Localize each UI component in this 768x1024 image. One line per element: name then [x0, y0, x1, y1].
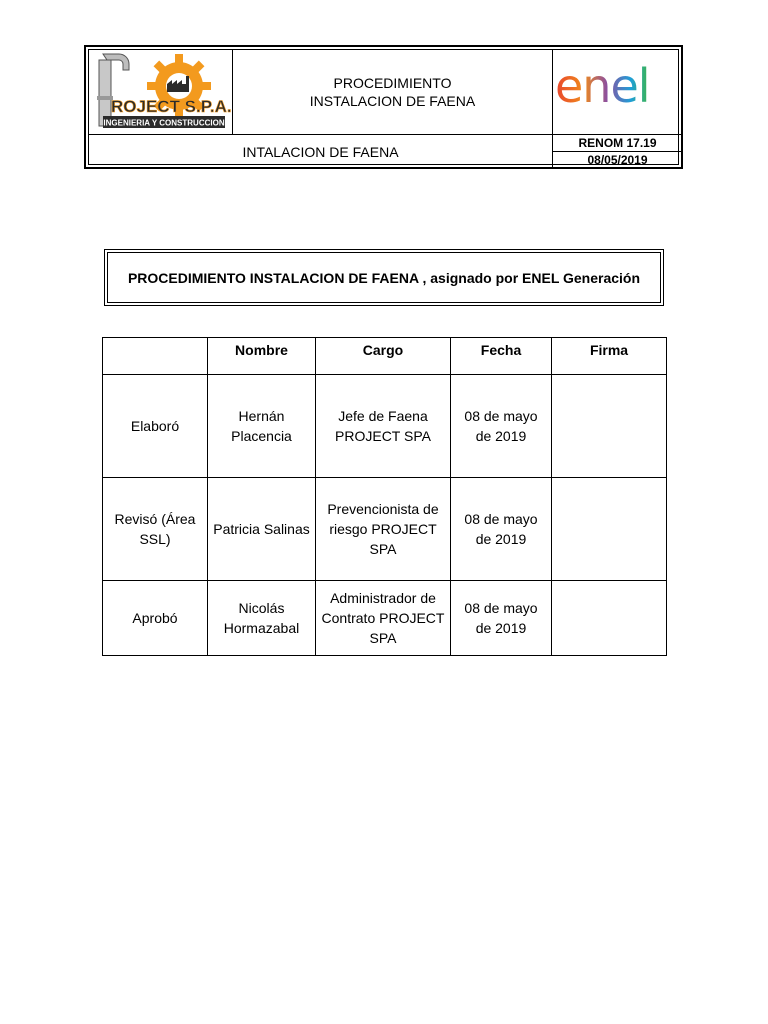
header-title-line2: INSTALACION DE FAENA [309, 93, 476, 109]
header-title-line1: PROCEDIMIENTO [333, 75, 452, 91]
document-header [84, 45, 683, 169]
name-cell: Hernán Placencia [208, 375, 316, 478]
position-cell: Administrador de Contrato PROJECT SPA [316, 581, 451, 656]
signature-cell [552, 478, 667, 581]
column-header-name: Nombre [208, 338, 316, 375]
document-header-inner [88, 49, 679, 165]
table-row [103, 375, 667, 478]
column-header-signature: Firma [552, 338, 667, 375]
date-cell: 08 de mayo de 2019 [451, 581, 552, 656]
role-cell: Aprobó [103, 581, 208, 656]
signature-table [102, 337, 667, 656]
header-title [233, 50, 553, 135]
role-cell: Elaboró [103, 375, 208, 478]
document-code: RENOM 17.19 [553, 135, 682, 152]
position-cell: Prevencionista de riesgo PROJECT SPA [316, 478, 451, 581]
signature-cell [552, 581, 667, 656]
enel-logo-text: enel [555, 59, 650, 113]
table-header-row [103, 338, 667, 375]
enel-logo [553, 50, 681, 134]
date-cell: 08 de mayo de 2019 [451, 478, 552, 581]
document-date: 08/05/2019 [587, 153, 648, 167]
name-cell: Patricia Salinas [208, 478, 316, 581]
role-cell: Revisó (Área SSL) [103, 478, 208, 581]
signature-cell [552, 375, 667, 478]
project-spa-logo-cell [89, 50, 233, 135]
date-cell: 08 de mayo de 2019 [451, 375, 552, 478]
header-subtitle: INTALACION DE FAENA [89, 135, 553, 168]
position-cell: Jefe de Faena PROJECT SPA [316, 375, 451, 478]
procedure-title-box [104, 249, 664, 306]
enel-logo-cell [553, 50, 682, 135]
table-row [103, 478, 667, 581]
column-header-date: Fecha [451, 338, 552, 375]
procedure-title: PROCEDIMIENTO INSTALACION DE FAENA , asignado por ENEL Generación [107, 252, 661, 303]
column-header-role [103, 338, 208, 375]
project-spa-logo [89, 50, 231, 134]
logo-tagline: INGENIERIA Y CONSTRUCCION [103, 118, 225, 128]
logo-company-name: ROJECT S.P.A. [111, 97, 231, 116]
table-row [103, 581, 667, 656]
name-cell: Nicolás Hormazabal [208, 581, 316, 656]
column-header-position: Cargo [316, 338, 451, 375]
